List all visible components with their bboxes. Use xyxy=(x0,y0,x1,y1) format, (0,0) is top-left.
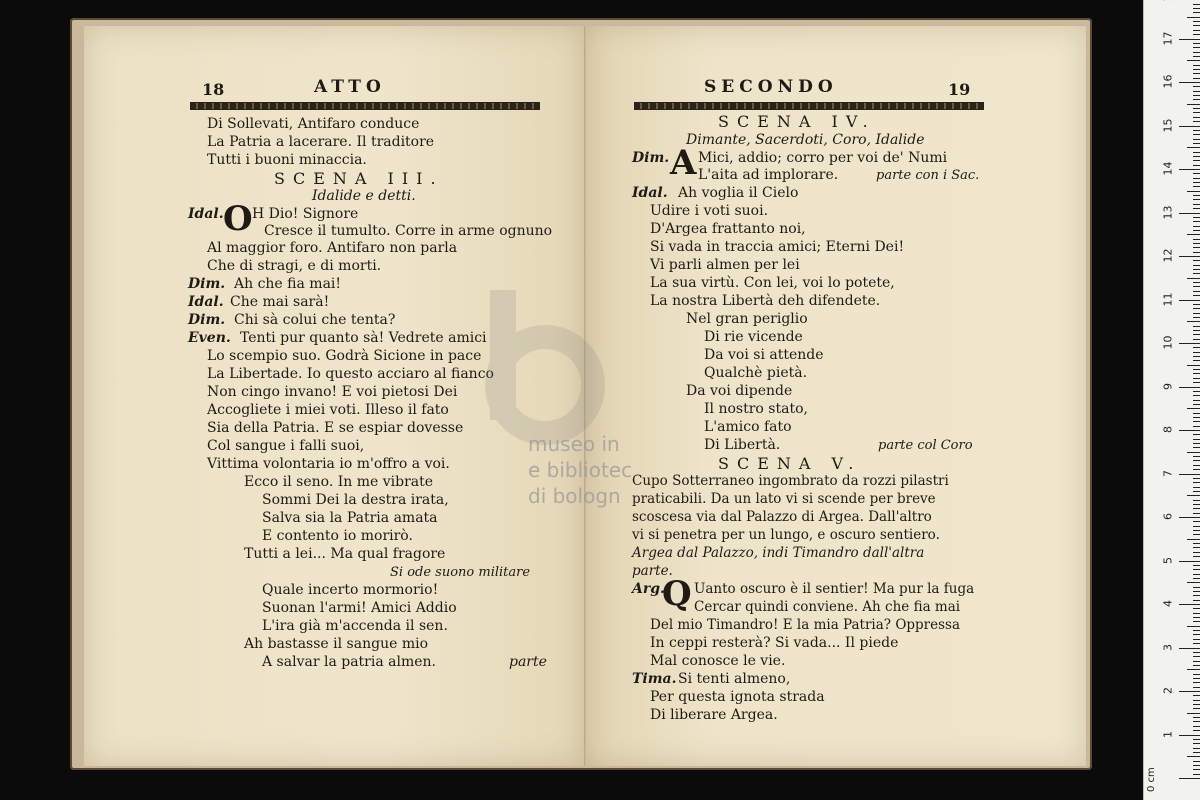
watermark-text: museo in xyxy=(528,432,620,456)
ruler-tick xyxy=(1193,434,1200,435)
ruler-tick xyxy=(1193,117,1200,118)
text-line: Mal conosce le vie. xyxy=(650,653,786,669)
ruler-tick xyxy=(1179,82,1200,83)
ruler-tick xyxy=(1187,60,1200,61)
text-line: D'Argea frattanto noi, xyxy=(650,221,806,237)
ruler-tick xyxy=(1179,39,1200,40)
ruler-tick xyxy=(1193,634,1200,635)
ruler-tick xyxy=(1193,226,1200,227)
ruler-tick xyxy=(1193,8,1200,9)
ruler-tick xyxy=(1193,587,1200,588)
ruler-tick xyxy=(1193,86,1200,87)
ruler-tick xyxy=(1193,308,1200,309)
watermark-text: di bologn xyxy=(528,484,621,508)
ruler-tick xyxy=(1193,108,1200,109)
ruler-tick xyxy=(1193,239,1200,240)
text-line: Di liberare Argea. xyxy=(650,707,778,723)
ruler-tick xyxy=(1193,260,1200,261)
text-line: Ecco il seno. In me vibrate xyxy=(244,474,434,490)
ruler-tick xyxy=(1193,152,1200,153)
text-line: Cupo Sotterraneo ingombrato da rozzi pilastri xyxy=(632,473,949,489)
text-line: Il nostro stato, xyxy=(704,401,808,417)
ruler-tick xyxy=(1193,717,1200,718)
ruler-tick xyxy=(1193,378,1200,379)
text-line: Che di stragi, e di morti. xyxy=(207,258,382,274)
text-line: Per questa ignota strada xyxy=(650,689,825,705)
ruler-tick xyxy=(1193,47,1200,48)
ruler-number: 11 xyxy=(1161,292,1175,306)
ruler-tick xyxy=(1187,104,1200,105)
ruler-tick xyxy=(1193,369,1200,370)
ruler-tick xyxy=(1193,12,1200,13)
ruler-tick xyxy=(1193,491,1200,492)
ruler-tick xyxy=(1193,65,1200,66)
ruler-tick xyxy=(1179,691,1200,692)
ruler-tick xyxy=(1193,91,1200,92)
ruler-tick xyxy=(1193,504,1200,505)
page-number-left: 18 xyxy=(202,80,225,99)
ruler-tick xyxy=(1193,487,1200,488)
ruler-tick xyxy=(1193,661,1200,662)
ruler-tick xyxy=(1179,474,1200,475)
ruler-tick xyxy=(1179,387,1200,388)
stage-direction: parte con i Sac. xyxy=(876,168,980,183)
ruler-tick xyxy=(1187,17,1200,18)
ruler-tick xyxy=(1193,678,1200,679)
text-line: La nostra Libertà deh difendete. xyxy=(650,293,881,309)
ruler-tick xyxy=(1193,339,1200,340)
text-line: Salva sia la Patria amata xyxy=(262,510,438,526)
speaker-label: Idal. xyxy=(188,294,224,310)
ruler-tick xyxy=(1193,265,1200,266)
ruler-tick xyxy=(1193,73,1200,74)
ruler-tick xyxy=(1193,21,1200,22)
text-line: vi si penetra per un lungo, e oscuro sentiero. xyxy=(632,527,940,543)
ruler-tick xyxy=(1193,569,1200,570)
ruler-tick xyxy=(1187,365,1200,366)
ruler-tick xyxy=(1193,269,1200,270)
ruler-tick xyxy=(1193,617,1200,618)
ruler-tick xyxy=(1193,252,1200,253)
text-line: Tutti i buoni minaccia. xyxy=(207,152,367,168)
ruler-tick xyxy=(1193,700,1200,701)
ruler-tick xyxy=(1193,708,1200,709)
ruler-tick xyxy=(1193,500,1200,501)
text-line: A salvar la patria almen. xyxy=(262,654,436,670)
ruler-tick xyxy=(1193,552,1200,553)
ruler-tick xyxy=(1187,278,1200,279)
ruler-tick xyxy=(1187,147,1200,148)
ruler-tick xyxy=(1193,52,1200,53)
ruler-tick xyxy=(1193,221,1200,222)
ruler-tick xyxy=(1193,769,1200,770)
text-line: scoscesa via dal Palazzo di Argea. Dall'altro xyxy=(632,509,932,525)
stage-direction: parte col Coro xyxy=(878,438,973,453)
ruler-number: 8 xyxy=(1161,426,1175,433)
text-line: Vi parli almen per lei xyxy=(650,257,800,273)
ruler-tick xyxy=(1193,121,1200,122)
ruler-tick xyxy=(1193,482,1200,483)
ruler-tick xyxy=(1193,726,1200,727)
ruler-tick xyxy=(1193,743,1200,744)
ruler-tick xyxy=(1193,395,1200,396)
ruler-tick xyxy=(1193,230,1200,231)
speaker-label: Even. xyxy=(188,330,231,346)
text-line: Cresce il tumulto. Corre in arme ognuno xyxy=(264,223,553,239)
ruler-number: 14 xyxy=(1161,161,1175,176)
ruler-tick xyxy=(1193,25,1200,26)
ruler-tick xyxy=(1179,604,1200,605)
ruler-tick xyxy=(1193,156,1200,157)
ruler-tick xyxy=(1193,247,1200,248)
ruler-tick xyxy=(1193,304,1200,305)
ruler-tick xyxy=(1193,195,1200,196)
ruler-unit-label: 0 cm xyxy=(1146,767,1157,792)
ruler-tick xyxy=(1193,730,1200,731)
drop-cap: Q xyxy=(662,574,692,614)
text-line: H Dio! Signore xyxy=(252,206,359,222)
ruler-tick xyxy=(1193,600,1200,601)
speaker-label: Idal. xyxy=(188,206,224,222)
ruler-tick xyxy=(1179,126,1200,127)
ruler-tick xyxy=(1193,456,1200,457)
ruler-tick xyxy=(1193,643,1200,644)
ruler-tick xyxy=(1193,526,1200,527)
ruler-tick xyxy=(1193,469,1200,470)
ruler-tick xyxy=(1179,213,1200,214)
ruler-tick xyxy=(1193,656,1200,657)
text-line: Che mai sarà! xyxy=(230,294,330,310)
ruler-tick xyxy=(1193,95,1200,96)
text-line: Al maggior foro. Antifaro non parla xyxy=(207,240,458,256)
ruler-tick xyxy=(1193,243,1200,244)
running-header-right: SECONDO xyxy=(704,77,838,97)
ruler-tick xyxy=(1193,352,1200,353)
stage-direction: parte xyxy=(509,654,547,670)
ruler-tick xyxy=(1193,608,1200,609)
text-line: E contento io morirò. xyxy=(262,528,413,544)
watermark-text: e bibliotec xyxy=(528,458,633,482)
text-line: Ah voglia il Cielo xyxy=(678,185,799,201)
text-line: Qualchè pietà. xyxy=(704,365,808,381)
text-line: Non cingo invano! E voi pietosi Dei xyxy=(207,384,458,400)
stage-direction: Argea dal Palazzo, indi Timandro dall'altra xyxy=(632,545,925,561)
text-line: La Patria a lacerare. Il traditore xyxy=(207,134,435,150)
ruler-tick xyxy=(1193,682,1200,683)
ruler-tick xyxy=(1193,291,1200,292)
ruler-tick xyxy=(1179,648,1200,649)
text-line: Ah bastasse il sangue mio xyxy=(244,636,428,652)
ruler-tick xyxy=(1193,30,1200,31)
ruler-tick xyxy=(1193,43,1200,44)
ruler-tick xyxy=(1193,204,1200,205)
speaker-label: Arg. xyxy=(632,581,665,597)
ruler-tick xyxy=(1193,739,1200,740)
ruler-tick xyxy=(1193,630,1200,631)
ruler-tick xyxy=(1193,748,1200,749)
text-line: Vittima volontaria io m'offro a voi. xyxy=(207,456,450,472)
speaker-label: Idal. xyxy=(632,185,668,201)
ruler-tick xyxy=(1179,735,1200,736)
scene-title: SCENA V. xyxy=(718,454,862,473)
ruler-tick xyxy=(1193,217,1200,218)
text-line: Di Sollevati, Antifaro conduce xyxy=(207,116,420,132)
ruler-tick xyxy=(1193,460,1200,461)
ruler-number: 16 xyxy=(1161,74,1175,89)
ruler-tick xyxy=(1193,112,1200,113)
text-line: Da voi si attende xyxy=(704,347,824,363)
ruler-number xyxy=(1162,0,1175,2)
ruler-tick xyxy=(1193,578,1200,579)
ruler-number: 13 xyxy=(1161,205,1175,219)
ruler-tick xyxy=(1193,530,1200,531)
ruler-tick xyxy=(1193,547,1200,548)
ruler-number: 15 xyxy=(1161,118,1175,132)
ruler-tick xyxy=(1193,704,1200,705)
ruler-tick xyxy=(1193,34,1200,35)
text-line: Accogliete i miei voti. Illeso il fato xyxy=(207,402,449,418)
ruler-tick xyxy=(1193,56,1200,57)
ruler-tick xyxy=(1187,582,1200,583)
ruler-tick xyxy=(1193,774,1200,775)
ruler-tick xyxy=(1193,313,1200,314)
ruler-tick xyxy=(1193,421,1200,422)
speaker-label: Tima. xyxy=(632,671,677,687)
ruler-tick xyxy=(1193,687,1200,688)
text-line: Uanto oscuro è il sentier! Ma pur la fuga xyxy=(694,581,975,597)
watermark-logo xyxy=(470,290,610,450)
drop-cap: A xyxy=(670,143,697,183)
ruler-tick xyxy=(1187,713,1200,714)
scene-title: SCENA III. xyxy=(274,169,444,188)
ruler-tick xyxy=(1193,417,1200,418)
text-line: Nel gran periglio xyxy=(686,311,808,327)
text-line: Sia della Patria. E se espiar dovesse xyxy=(207,420,464,436)
text-line: Tenti pur quanto sà! Vedrete amici xyxy=(240,330,487,346)
ruler-tick xyxy=(1193,286,1200,287)
scene-title: SCENA IV. xyxy=(718,112,876,131)
ruler-tick xyxy=(1193,400,1200,401)
ruler-tick xyxy=(1193,404,1200,405)
text-line: L'amico fato xyxy=(704,419,792,435)
ruler-tick xyxy=(1193,360,1200,361)
ruler-tick xyxy=(1187,452,1200,453)
ruler-tick xyxy=(1193,160,1200,161)
ruler-tick xyxy=(1179,300,1200,301)
ruler-tick xyxy=(1187,626,1200,627)
ruler-tick xyxy=(1193,591,1200,592)
ruler-tick xyxy=(1193,282,1200,283)
running-header-left: ATTO xyxy=(314,77,386,97)
ruler-tick xyxy=(1193,447,1200,448)
ruler-tick xyxy=(1193,334,1200,335)
text-line: Tutti a lei... Ma qual fragore xyxy=(244,546,446,562)
ruler-tick xyxy=(1193,199,1200,200)
ruler-tick xyxy=(1193,652,1200,653)
ruler-number: 6 xyxy=(1161,513,1175,520)
scene-cast: Idalide e detti. xyxy=(312,188,416,204)
ruler-tick xyxy=(1193,99,1200,100)
ruler-tick xyxy=(1193,543,1200,544)
speaker-label: Dim. xyxy=(188,276,226,292)
ruler-tick xyxy=(1193,574,1200,575)
ruler-tick xyxy=(1193,752,1200,753)
text-line: Suonan l'armi! Amici Addio xyxy=(262,600,457,616)
ruler-tick xyxy=(1193,173,1200,174)
ruler-tick xyxy=(1179,561,1200,562)
ruler-tick xyxy=(1193,478,1200,479)
text-line: In ceppi resterà? Si vada... Il piede xyxy=(650,635,899,651)
ruler-number: 10 xyxy=(1161,335,1175,350)
text-line: Lo scempio suo. Godrà Sicione in pace xyxy=(207,348,482,364)
ruler-tick xyxy=(1193,382,1200,383)
text-line: Quale incerto mormorio! xyxy=(262,582,439,598)
header-rule-right xyxy=(634,102,984,110)
text-line: L'ira già m'accenda il sen. xyxy=(262,618,448,634)
text-line: Del mio Timandro! E la mia Patria? Oppressa xyxy=(650,617,961,633)
ruler-number: 17 xyxy=(1161,31,1175,45)
ruler-tick xyxy=(1193,695,1200,696)
ruler-tick xyxy=(1193,721,1200,722)
ruler-tick xyxy=(1179,517,1200,518)
text-line: La sua virtù. Con lei, voi lo potete, xyxy=(650,275,895,291)
ruler-tick xyxy=(1193,443,1200,444)
text-line: La Libertade. Io questo acciaro al fianco xyxy=(207,366,494,382)
ruler-tick xyxy=(1193,534,1200,535)
text-line: Sommi Dei la destra irata, xyxy=(262,492,449,508)
ruler-tick xyxy=(1193,347,1200,348)
ruler-tick xyxy=(1193,326,1200,327)
text-line: Col sangue i falli suoi, xyxy=(207,438,365,454)
ruler-tick xyxy=(1193,508,1200,509)
ruler-tick xyxy=(1193,465,1200,466)
ruler-tick xyxy=(1179,430,1200,431)
ruler-tick xyxy=(1193,4,1200,5)
stage-direction: parte. xyxy=(632,563,673,579)
text-line: Si tenti almeno, xyxy=(678,671,791,687)
ruler-tick xyxy=(1193,130,1200,131)
ruler-tick xyxy=(1193,139,1200,140)
ruler-tick xyxy=(1187,539,1200,540)
speaker-label: Dim. xyxy=(188,312,226,328)
page-number-right: 19 xyxy=(948,80,971,99)
ruler-tick xyxy=(1193,78,1200,79)
ruler-tick xyxy=(1193,439,1200,440)
text-line: Udire i voti suoi. xyxy=(650,203,769,219)
ruler-tick xyxy=(1179,256,1200,257)
ruler-tick xyxy=(1193,556,1200,557)
ruler-number: 2 xyxy=(1161,687,1175,694)
ruler-tick xyxy=(1193,273,1200,274)
text-line: Cercar quindi conviene. Ah che fia mai xyxy=(694,599,961,615)
text-line: Si vada in traccia amici; Eterni Dei! xyxy=(650,239,905,255)
ruler-tick xyxy=(1193,613,1200,614)
ruler-tick xyxy=(1193,373,1200,374)
ruler-tick xyxy=(1193,595,1200,596)
ruler-tick xyxy=(1193,674,1200,675)
ruler-tick xyxy=(1193,317,1200,318)
ruler-tick xyxy=(1193,356,1200,357)
ruler-number: 1 xyxy=(1161,730,1175,738)
ruler-number: 7 xyxy=(1161,469,1175,477)
ruler-number: 9 xyxy=(1161,382,1175,390)
ruler-tick xyxy=(1193,165,1200,166)
ruler-number: 12 xyxy=(1161,248,1175,263)
text-line: Chi sà colui che tenta? xyxy=(234,312,396,328)
ruler-tick xyxy=(1187,234,1200,235)
drop-cap: O xyxy=(223,199,253,239)
ruler-tick xyxy=(1187,495,1200,496)
measurement-ruler xyxy=(1143,0,1200,800)
header-rule-left xyxy=(190,102,540,110)
text-line: L'aita ad implorare. xyxy=(698,167,839,183)
ruler-number: 3 xyxy=(1161,643,1175,651)
ruler-tick xyxy=(1179,169,1200,170)
ruler-tick xyxy=(1193,521,1200,522)
ruler-tick xyxy=(1193,208,1200,209)
scene-cast: Dimante, Sacerdoti, Coro, Idalide xyxy=(686,132,925,148)
ruler-tick xyxy=(1187,669,1200,670)
ruler-tick xyxy=(1193,639,1200,640)
ruler-tick xyxy=(1193,513,1200,514)
speaker-label: Dim. xyxy=(632,150,670,166)
ruler-tick xyxy=(1193,178,1200,179)
ruler-tick xyxy=(1193,134,1200,135)
ruler-tick xyxy=(1187,321,1200,322)
ruler-tick xyxy=(1193,143,1200,144)
text-line: praticabili. Da un lato vi si scende per breve xyxy=(632,491,936,507)
ruler-number: 4 xyxy=(1161,600,1175,607)
right-page xyxy=(586,26,1086,766)
text-line: Mici, addio; corro per voi de' Numi xyxy=(698,150,948,166)
text-line: Di rie vicende xyxy=(704,329,803,345)
ruler-tick xyxy=(1193,295,1200,296)
ruler-tick xyxy=(1187,191,1200,192)
ruler-tick xyxy=(1193,391,1200,392)
ruler-tick xyxy=(1193,413,1200,414)
ruler-tick xyxy=(1193,69,1200,70)
ruler-number: 5 xyxy=(1161,556,1175,564)
ruler-tick xyxy=(1179,343,1200,344)
text-line: Da voi dipende xyxy=(686,383,793,399)
ruler-tick xyxy=(1179,778,1200,779)
text-line: Ah che fia mai! xyxy=(234,276,342,292)
ruler-tick xyxy=(1193,182,1200,183)
stage-direction: Si ode suono militare xyxy=(390,565,531,580)
text-line: Di Libertà. xyxy=(704,437,781,453)
ruler-tick xyxy=(1193,765,1200,766)
ruler-tick xyxy=(1193,761,1200,762)
ruler-tick xyxy=(1193,665,1200,666)
ruler-tick xyxy=(1193,621,1200,622)
ruler-tick xyxy=(1187,408,1200,409)
ruler-tick xyxy=(1193,565,1200,566)
ruler-tick xyxy=(1193,186,1200,187)
ruler-tick xyxy=(1193,330,1200,331)
ruler-tick xyxy=(1193,426,1200,427)
ruler-tick xyxy=(1187,756,1200,757)
